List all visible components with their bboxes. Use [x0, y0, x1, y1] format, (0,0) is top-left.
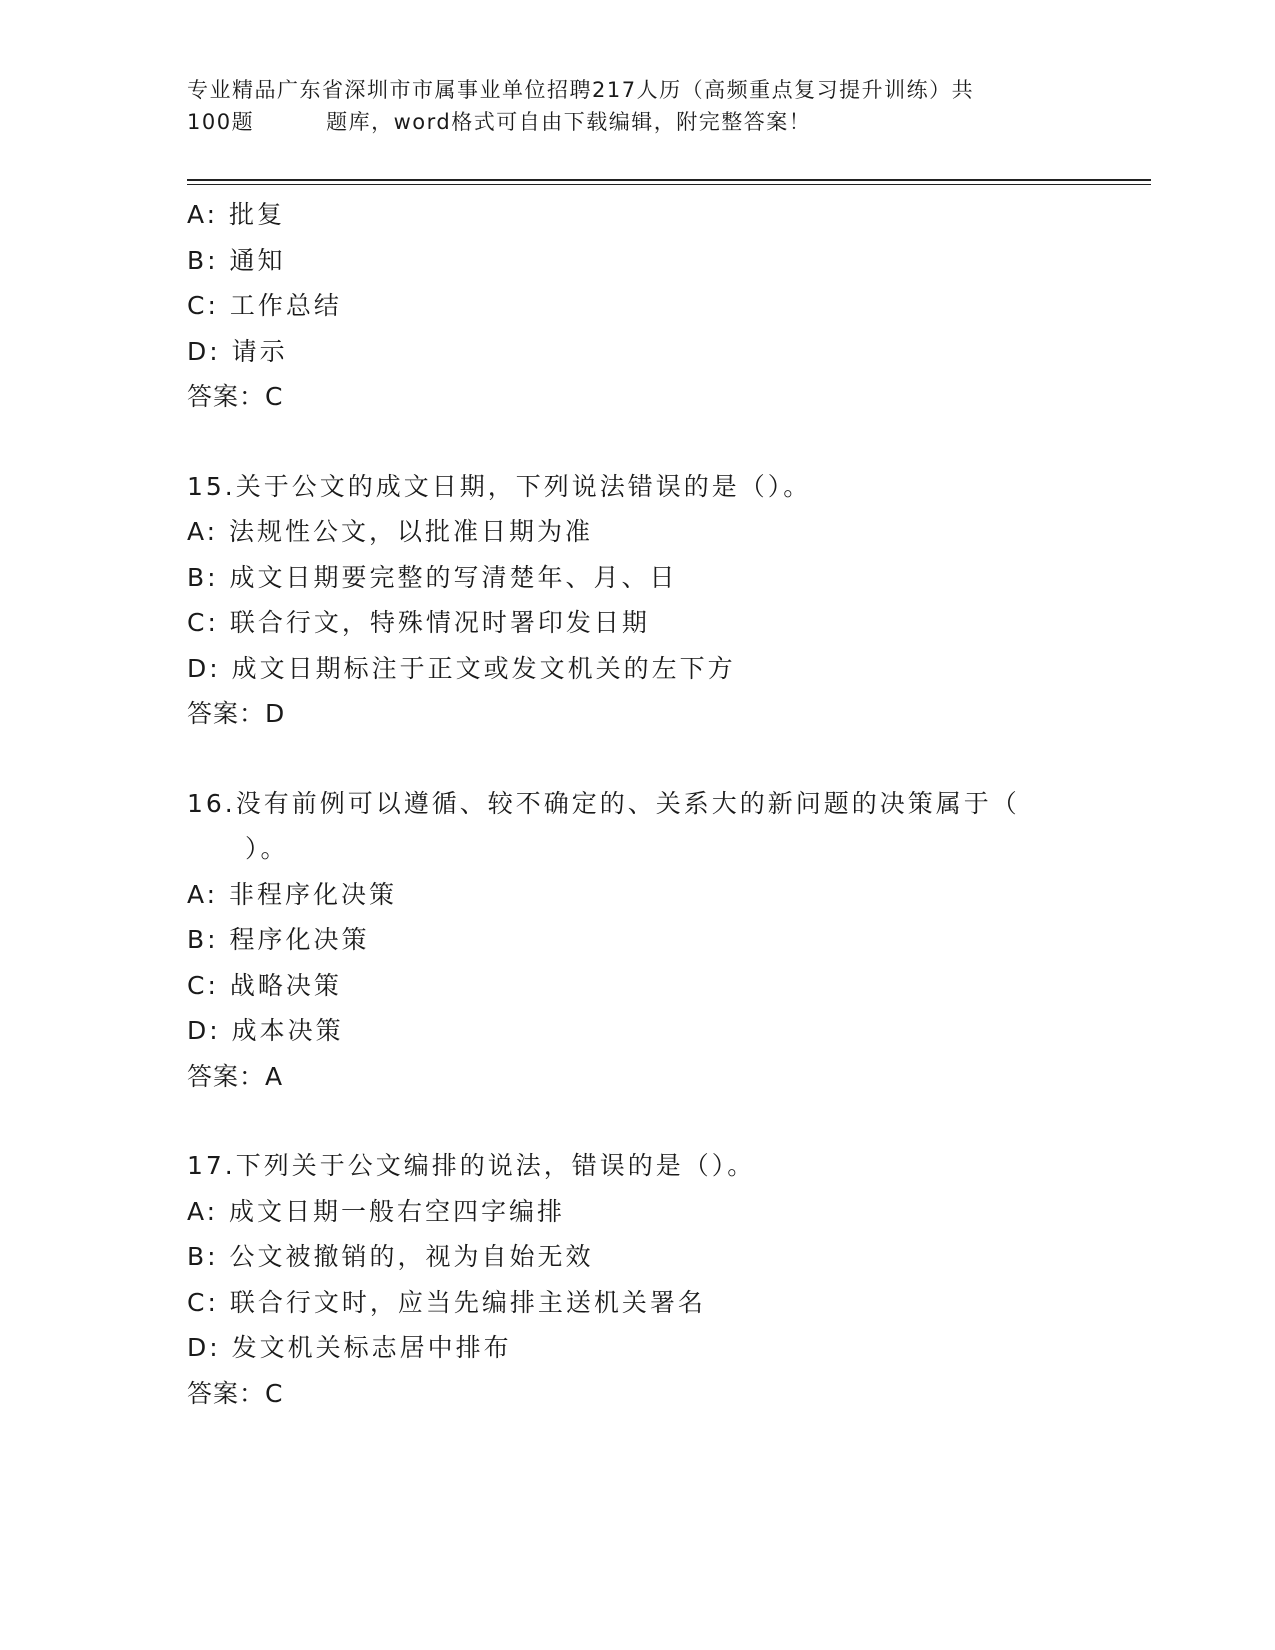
header-divider-thin	[187, 184, 1151, 185]
answer: 答案：C	[187, 382, 284, 411]
header-count: 100题	[187, 110, 255, 134]
option-d: D: 成本决策	[187, 1016, 344, 1045]
question-stem: 17.下列关于公文编排的说法，错误的是（）。	[187, 1151, 756, 1180]
question-15	[187, 464, 1087, 737]
option-a: A: 批复	[187, 200, 286, 229]
option-b: B: 程序化决策	[187, 925, 370, 954]
option-a: A: 成文日期一般右空四字编排	[187, 1196, 566, 1226]
option-c: C: 联合行文，特殊情况时署印发日期	[187, 608, 650, 637]
header-divider	[187, 179, 1151, 181]
header-line-2	[187, 106, 1107, 138]
answer: 答案：D	[187, 699, 286, 728]
question-list	[187, 192, 1087, 1416]
option-d: D: 发文机关标志居中排布	[187, 1333, 512, 1362]
document-header	[187, 74, 1107, 138]
option-d: D: 请示	[187, 336, 288, 366]
option-c: C: 工作总结	[187, 291, 342, 320]
option-a: A: 法规性公文，以批准日期为准	[187, 517, 594, 546]
header-line-1: 专业精品广东省深圳市市属事业单位招聘217人历（高频重点复习提升训练）共	[187, 78, 975, 102]
answer: 答案：C	[187, 1378, 284, 1408]
header-description: 题库，word格式可自由下载编辑，附完整答案！	[326, 110, 812, 134]
option-c: C: 战略决策	[187, 970, 342, 1000]
option-b: B: 通知	[187, 245, 286, 275]
answer: 答案：A	[187, 1061, 284, 1091]
option-d: D: 成文日期标注于正文或发文机关的左下方	[187, 653, 736, 683]
option-b: B: 成文日期要完整的写清楚年、月、日	[187, 562, 678, 592]
question-stem: 15.关于公文的成文日期，下列说法错误的是（）。	[187, 471, 812, 501]
option-c: C: 联合行文时，应当先编排主送机关署名	[187, 1287, 706, 1317]
question-fragment	[187, 192, 1087, 420]
option-a: A: 非程序化决策	[187, 879, 398, 909]
question-stem-continuation: ）。	[245, 834, 289, 863]
option-b: B: 公文被撤销的，视为自始无效	[187, 1242, 594, 1271]
question-stem: 16.没有前例可以遵循、较不确定的、关系大的新问题的决策属于（	[187, 788, 1020, 818]
question-17	[187, 1143, 1087, 1416]
question-16	[187, 781, 1087, 1100]
